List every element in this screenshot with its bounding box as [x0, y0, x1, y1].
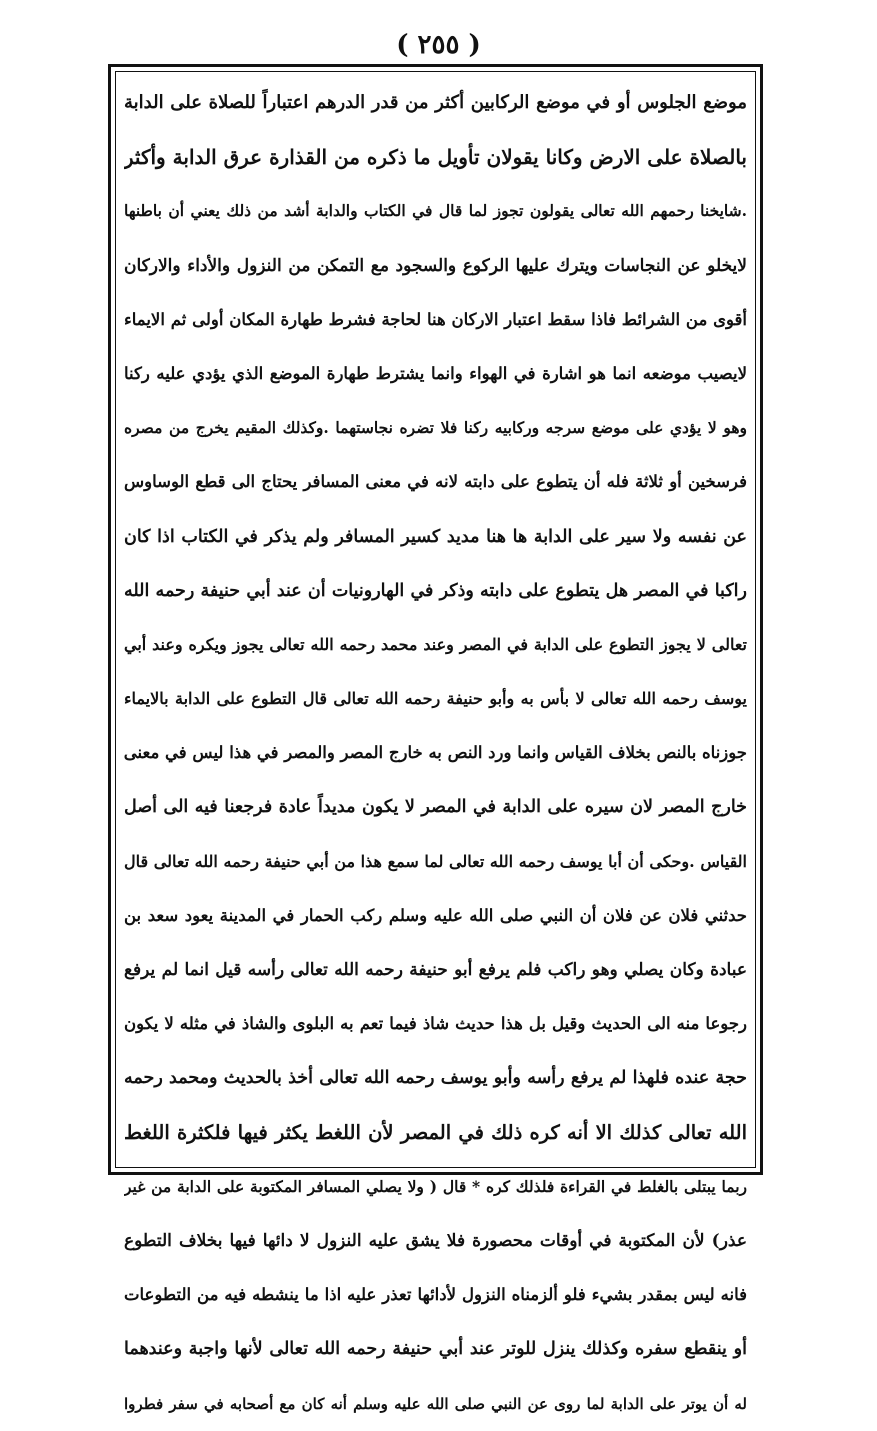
text-line: حدثني فلان عن فلان أن النبي صلى الله عليه وسلم ركب الحمار في المدينة يعود سعد بن [124, 905, 747, 925]
text-line: لايخلو عن النجاسات ويترك عليها الركوع والسجود مع التمكن من النزول والأداء والاركان [124, 255, 747, 276]
text-body [124, 76, 747, 1413]
text-line: فرسخين أو ثلاثة فله أن يتطوع على دابته لانه في معنى المسافر يحتاج الى قطع الوساوس [124, 472, 747, 492]
text-line: له أن يوتر على الدابة لما روى عن النبي صلى الله عليه وسلم أنه كان مع أصحابه في سفر فطروا [124, 1394, 747, 1413]
text-line: الله تعالى كذلك الا أنه كره ذلك في المصر لأن اللغط يكثر فيها فلكثرة اللغط [124, 1120, 747, 1144]
text-line: عذر) لأن المكتوبة في أوقات محصورة فلا يشق عليه النزول لا دائها فيها بخلاف التطوع [124, 1230, 747, 1251]
text-line: عن نفسه ولا سير على الدابة ها هنا مديد كسير المسافر ولم يذكر في الكتاب اذا كان [124, 526, 747, 547]
text-line: .شايخنا رحمهم الله تعالى يقولون تجوز لما قال في الكتاب والدابة أشد من ذلك يعني أن باطنها [124, 201, 747, 221]
text-line: لايصيب موضعه انما هو اشارة في الهواء وانما يشترط طهارة الموضع الذي يؤدي عليه ركنا [124, 363, 747, 383]
inner-page-border [115, 71, 756, 1413]
text-line: موضع الجلوس أو في موضع الركابين أكثر من قدر الدرهم اعتباراً للصلاة على الدابة [124, 92, 747, 113]
text-line: القياس .وحكى أن أبا يوسف رحمه الله تعالى لما سمع هذا من أبي حنيفة رحمه الله تعالى قال [124, 851, 747, 871]
text-line: رجوعا منه الى الحديث وقيل بل هذا حديث شاذ فيما تعم به البلوى والشاذ في مثله لا يكون [124, 1014, 747, 1034]
text-line: ربما يبتلى بالغلط في القراءة فلذلك كره * قال ( ولا يصلي المسافر المكتوبة على الدابة من غير [124, 1176, 747, 1196]
text-line: أو ينقطع سفره وكذلك ينزل للوتر عند أبي حنيفة رحمه الله تعالى لأنها واجبة وعندهما [124, 1339, 747, 1360]
text-line: أقوى من الشرائط فاذا سقط اعتبار الاركان هنا لحاجة فشرط طهارة المكان أولى ثم الايماء [124, 309, 747, 329]
text-line: جوزناه بالنص بخلاف القياس وانما ورد النص به خارج المصر والمصر في هذا ليس في معنى [124, 743, 747, 763]
text-line: تعالى لا يجوز التطوع على الدابة في المصر وعند محمد رحمه الله تعالى يجوز ويكره وعند أبي [124, 634, 747, 654]
text-line: فانه ليس بمقدر بشيء فلو ألزمناه النزول لأدائها تعذر عليه اذا ما ينشطه فيه من التطوعات [124, 1285, 747, 1305]
text-line: بالصلاة على الارض وكانا يقولان تأويل ما ذكره من القذارة عرق الدابة وأكثر [124, 145, 747, 170]
text-line: راكبا في المصر هل يتطوع على دابته وذكر في الهارونيات أن عند أبي حنيفة رحمه الله [124, 580, 747, 601]
page-border [108, 64, 763, 1413]
page-number: ( ٢٥٥ ) [396, 30, 481, 60]
text-line: خارج المصر لان سيره على الدابة في المصر لا يكون مديداً عادة فرجعنا فيه الى أصل [124, 797, 747, 818]
text-line: حجة عنده فلهذا لم يرفع رأسه وأبو يوسف رحمه الله تعالى أخذ بالحديث ومحمد رحمه [124, 1068, 747, 1089]
text-line: وهو لا يؤدي على موضع سرجه وركابيه ركنا فلا تضره نجاستهما .وكذلك المقيم يخرج من مصره [124, 418, 747, 438]
text-line: عبادة وكان يصلي وهو راكب فلم يرفع أبو حنيفة رحمه الله تعالى رأسه قيل انما لم يرفع [124, 960, 747, 980]
text-line: يوسف رحمه الله تعالى لا بأس به وأبو حنيفة رحمه الله تعالى قال التطوع على الدابة بالايماء [124, 689, 747, 709]
